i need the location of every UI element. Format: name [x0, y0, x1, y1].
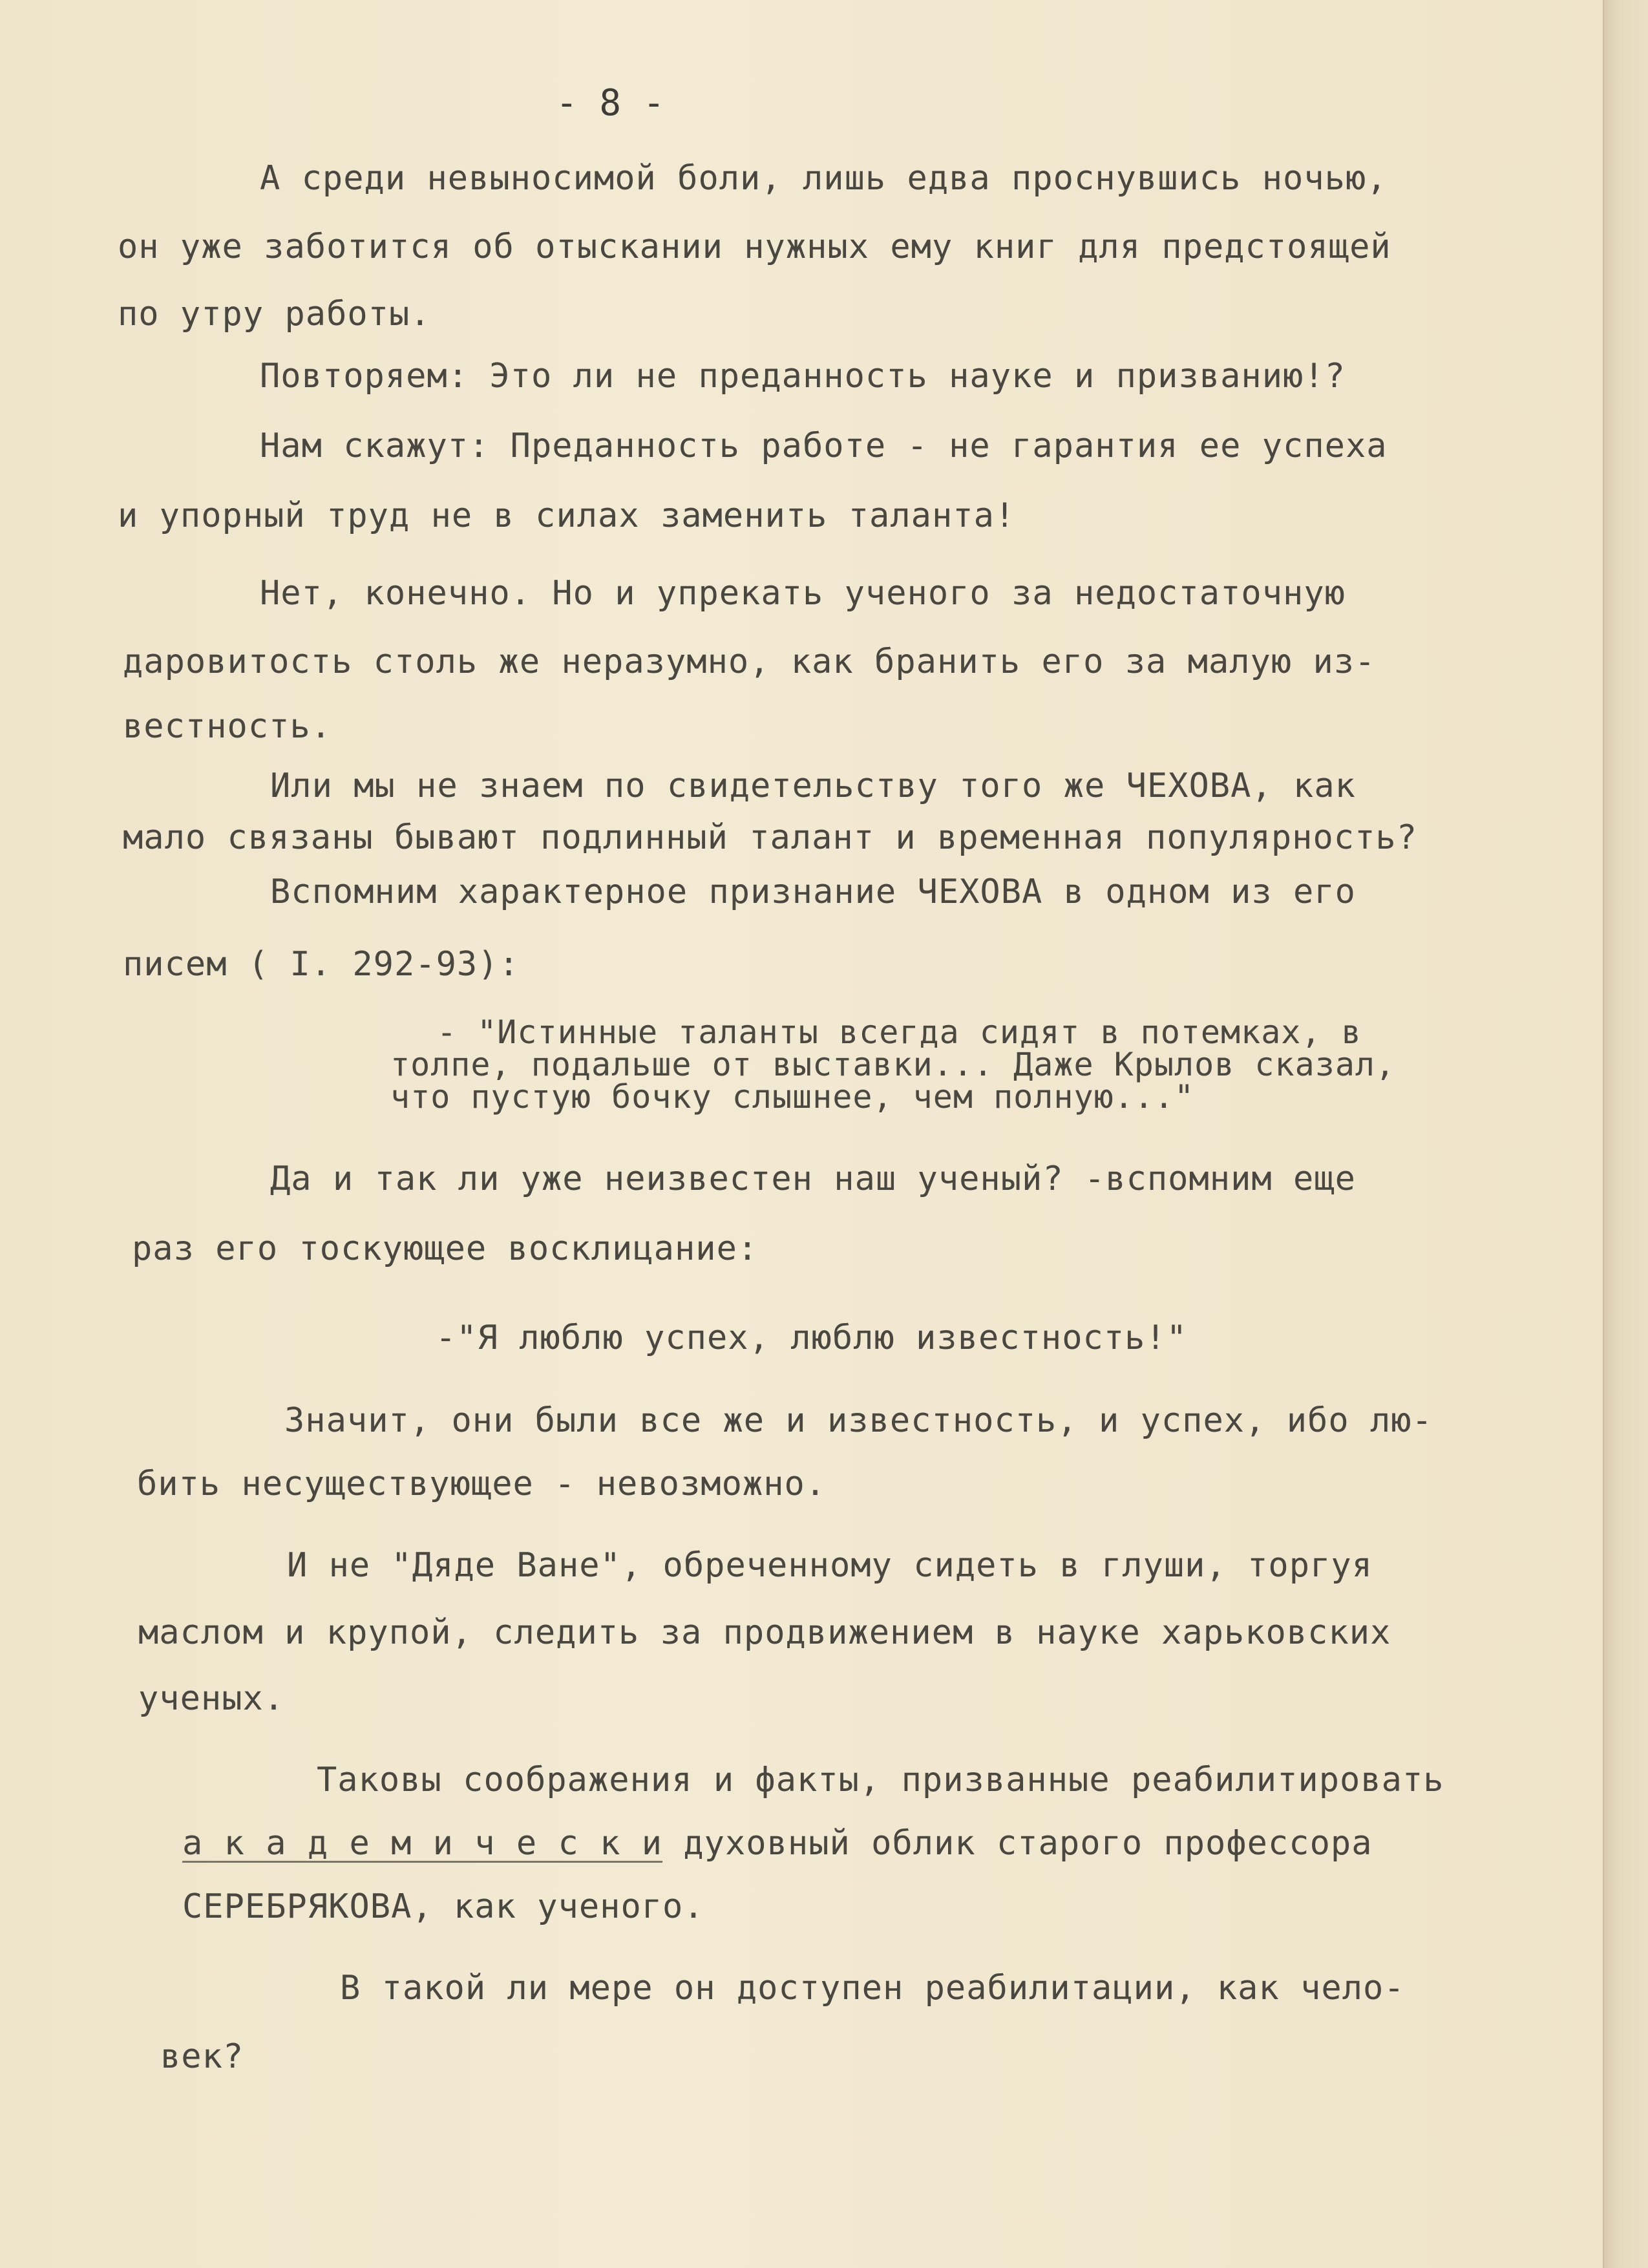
text-line: В такой ли мере он доступен реабилитации, как чело-: [340, 1969, 1405, 2008]
text-line: мало связаны бывают подлинный талант и временная популярность?: [123, 818, 1418, 857]
text-line: маслом и крупой, следить за продвижением в науке харьковских: [138, 1613, 1391, 1652]
page-number: - 8 -: [556, 82, 665, 124]
text-line: СЕРЕБРЯКОВА, как ученого.: [182, 1887, 704, 1926]
text-line: Таковы соображения и факты, призванные реабилитировать: [317, 1761, 1444, 1799]
text-line: он уже заботится об отыскании нужных ему книг для предстоящей: [118, 228, 1391, 266]
text-line: А среди невыносимой боли, лишь едва проснувшись ночью,: [260, 159, 1388, 198]
quote-line: - "Истинные таланты всегда сидят в потемках, в: [437, 1013, 1362, 1051]
text-line: Вспомним характерное признание ЧЕХОВА в одном из его: [270, 873, 1356, 911]
quote-line: -"Я люблю успех, люблю известность!": [436, 1319, 1188, 1357]
text-line: Значит, они были все же и известность, и успех, ибо лю-: [284, 1401, 1433, 1440]
text-line: Нет, конечно. Но и упрекать ученого за недостаточную: [260, 574, 1346, 613]
text-line: Повторяем: Это ли не преданность науке и призванию!?: [260, 357, 1346, 396]
text-line: век?: [160, 2037, 244, 2076]
text-line: и упорный труд не в силах заменить таланта!: [118, 496, 1016, 535]
text-line: [182, 1824, 1373, 1863]
text-line: Нам скажут: Преданность работе - не гарантия ее успеха: [260, 427, 1388, 465]
text-line: писем ( I. 292-93):: [123, 945, 520, 984]
text-line: ученых.: [138, 1679, 285, 1718]
text-line: раз его тоскующее восклицание:: [132, 1229, 759, 1268]
quote-line: что пустую бочку слышнее, чем полную...": [390, 1078, 1195, 1116]
text-line: по утру работы.: [118, 295, 431, 334]
text-fragment: духовный облик старого профессора: [683, 1824, 1373, 1863]
text-line: вестность.: [123, 707, 332, 746]
spaced-emphasis-word: а к а д е м и ч е с к и: [182, 1824, 663, 1863]
text-line: И не "Дяде Ване", обреченному сидеть в глуши, торгуя: [287, 1546, 1373, 1585]
text-line: бить несуществующее - невозможно.: [137, 1465, 827, 1503]
quote-line: толпе, подальше от выставки... Даже Крылов сказал,: [390, 1046, 1396, 1083]
text-line: Или мы не знаем по свидетельству того же ЧЕХОВА, как: [270, 767, 1356, 805]
text-line: даровитость столь же неразумно, как бранить его за малую из-: [123, 642, 1376, 681]
text-line: Да и так ли уже неизвестен наш ученый? -вспомним еще: [270, 1160, 1356, 1198]
paper-edge-strip: [1603, 0, 1648, 2268]
